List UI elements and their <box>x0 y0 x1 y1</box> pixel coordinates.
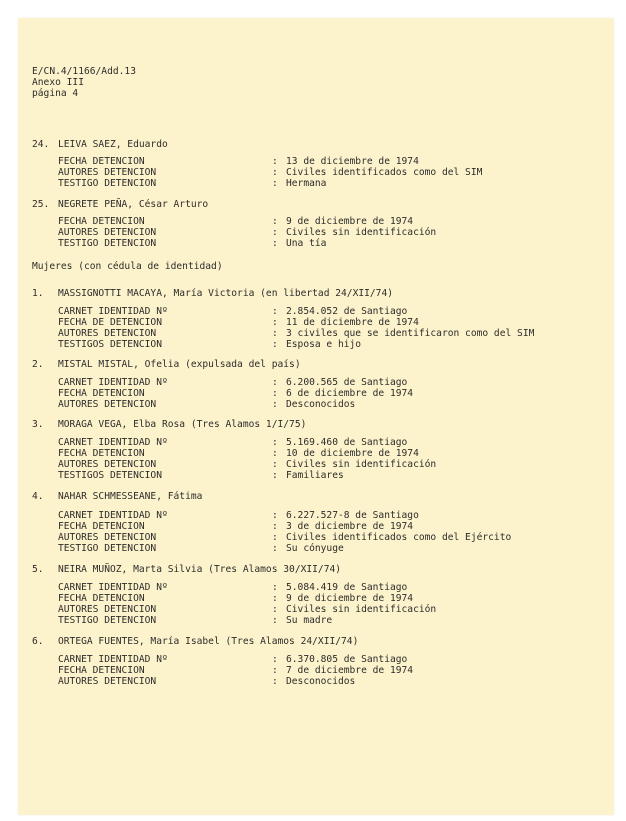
field-value: 2.854.052 de Santiago <box>286 306 408 317</box>
field-label: TESTIGOS DETENCION <box>58 470 162 481</box>
field-label: CARNET IDENTIDAD Nº <box>58 654 168 665</box>
field-value: Desconocidos <box>286 676 356 687</box>
field-value: 9 de diciembre de 1974 <box>286 216 414 227</box>
field-value: Civiles identificados como del Ejército <box>286 532 512 543</box>
field-value: Civiles identificados como del SIM <box>286 167 483 178</box>
field-label: FECHA DETENCION <box>58 521 145 532</box>
field-separator: : <box>272 238 278 249</box>
field-value: Familiares <box>286 470 344 481</box>
field-label: FECHA DETENCION <box>58 388 145 399</box>
field-separator: : <box>272 328 278 339</box>
field-value: 10 de diciembre de 1974 <box>286 448 419 459</box>
field-value: 6 de diciembre de 1974 <box>286 388 414 399</box>
field-label: TESTIGO DETENCION <box>58 238 157 249</box>
field-separator: : <box>272 604 278 615</box>
field-separator: : <box>272 665 278 676</box>
field-value: 11 de diciembre de 1974 <box>286 317 419 328</box>
entry-name: LEIVA SAEZ, Eduardo <box>58 139 168 150</box>
field-value: Su madre <box>286 615 333 626</box>
field-separator: : <box>272 399 278 410</box>
field-label: AUTORES DETENCION <box>58 532 157 543</box>
field-value: Esposa e hijo <box>286 339 362 350</box>
field-separator: : <box>272 470 278 481</box>
field-separator: : <box>272 593 278 604</box>
entry-number: 1. <box>32 288 44 299</box>
field-label: AUTORES DETENCION <box>58 676 157 687</box>
field-value: 3 de diciembre de 1974 <box>286 521 414 532</box>
field-label: AUTORES DETENCION <box>58 459 157 470</box>
entry-name: NAHAR SCHMESSEANE, Fátima <box>58 491 203 502</box>
page-label: página 4 <box>32 88 79 99</box>
field-separator: : <box>272 543 278 554</box>
annex-label: Anexo III <box>32 77 84 88</box>
field-label: AUTORES DETENCION <box>58 399 157 410</box>
field-separator: : <box>272 521 278 532</box>
entry-number: 2. <box>32 359 44 370</box>
field-label: FECHA DE DETENCION <box>58 317 162 328</box>
field-value: Una tía <box>286 238 327 249</box>
entry-name: MISTAL MISTAL, Ofelia (expulsada del país) <box>58 359 301 370</box>
field-separator: : <box>272 227 278 238</box>
field-value: 7 de diciembre de 1974 <box>286 665 414 676</box>
field-label: AUTORES DETENCION <box>58 167 157 178</box>
field-value: 6.370.805 de Santiago <box>286 654 408 665</box>
entry-number: 3. <box>32 419 44 430</box>
field-separator: : <box>272 582 278 593</box>
field-value: 6.227.527-8 de Santiago <box>286 510 419 521</box>
field-separator: : <box>272 156 278 167</box>
field-separator: : <box>272 377 278 388</box>
field-value: Desconocidos <box>286 399 356 410</box>
entry-number: 5. <box>32 564 44 575</box>
field-label: TESTIGOS DETENCION <box>58 339 162 350</box>
field-value: Hermana <box>286 178 327 189</box>
field-label: FECHA DETENCION <box>58 156 145 167</box>
entry-name: ORTEGA FUENTES, María Isabel (Tres Alamos 24/XII/74) <box>58 636 359 647</box>
entry-name: NEIRA MUÑOZ, Marta Silvia (Tres Alamos 30/XII/74) <box>58 564 342 575</box>
field-value: 13 de diciembre de 1974 <box>286 156 419 167</box>
field-separator: : <box>272 317 278 328</box>
field-value: 9 de diciembre de 1974 <box>286 593 414 604</box>
field-label: AUTORES DETENCION <box>58 328 157 339</box>
field-label: AUTORES DETENCION <box>58 227 157 238</box>
field-label: CARNET IDENTIDAD Nº <box>58 377 168 388</box>
field-label: TESTIGO DETENCION <box>58 178 157 189</box>
field-label: CARNET IDENTIDAD Nº <box>58 582 168 593</box>
field-value: Su cónyuge <box>286 543 344 554</box>
field-label: CARNET IDENTIDAD Nº <box>58 510 168 521</box>
field-separator: : <box>272 510 278 521</box>
field-separator: : <box>272 339 278 350</box>
field-separator: : <box>272 178 278 189</box>
section-heading-women: Mujeres (con cédula de identidad) <box>32 261 223 272</box>
entry-name: NEGRETE PEÑA, César Arturo <box>58 199 209 210</box>
entry-number: 4. <box>32 491 44 502</box>
field-value: 3 civiles que se identificaron como del SIM <box>286 328 535 339</box>
entry-name: MASSIGNOTTI MACAYA, María Victoria (en libertad 24/XII/74) <box>58 288 394 299</box>
field-separator: : <box>272 167 278 178</box>
entry-name: MORAGA VEGA, Elba Rosa (Tres Alamos 1/I/75) <box>58 419 307 430</box>
field-value: Civiles sin identificación <box>286 459 437 470</box>
field-label: FECHA DETENCION <box>58 216 145 227</box>
field-value: 5.084.419 de Santiago <box>286 582 408 593</box>
field-label: FECHA DETENCION <box>58 665 145 676</box>
field-value: 6.200.565 de Santiago <box>286 377 408 388</box>
field-value: Civiles sin identificación <box>286 604 437 615</box>
field-separator: : <box>272 532 278 543</box>
field-separator: : <box>272 388 278 399</box>
field-separator: : <box>272 306 278 317</box>
entry-number: 6. <box>32 636 44 647</box>
document-reference: E/CN.4/1166/Add.13 <box>32 66 136 77</box>
field-label: CARNET IDENTIDAD Nº <box>58 306 168 317</box>
document-page <box>18 18 614 815</box>
entry-number: 25. <box>32 199 50 210</box>
field-separator: : <box>272 615 278 626</box>
field-separator: : <box>272 459 278 470</box>
field-label: TESTIGO DETENCION <box>58 543 157 554</box>
field-value: 5.169.460 de Santiago <box>286 437 408 448</box>
field-separator: : <box>272 676 278 687</box>
field-label: FECHA DETENCION <box>58 448 145 459</box>
field-separator: : <box>272 437 278 448</box>
field-value: Civiles sin identificación <box>286 227 437 238</box>
field-separator: : <box>272 654 278 665</box>
field-label: CARNET IDENTIDAD Nº <box>58 437 168 448</box>
field-separator: : <box>272 216 278 227</box>
field-label: AUTORES DETENCION <box>58 604 157 615</box>
field-separator: : <box>272 448 278 459</box>
entry-number: 24. <box>32 139 50 150</box>
field-label: FECHA DETENCION <box>58 593 145 604</box>
field-label: TESTIGO DETENCION <box>58 615 157 626</box>
